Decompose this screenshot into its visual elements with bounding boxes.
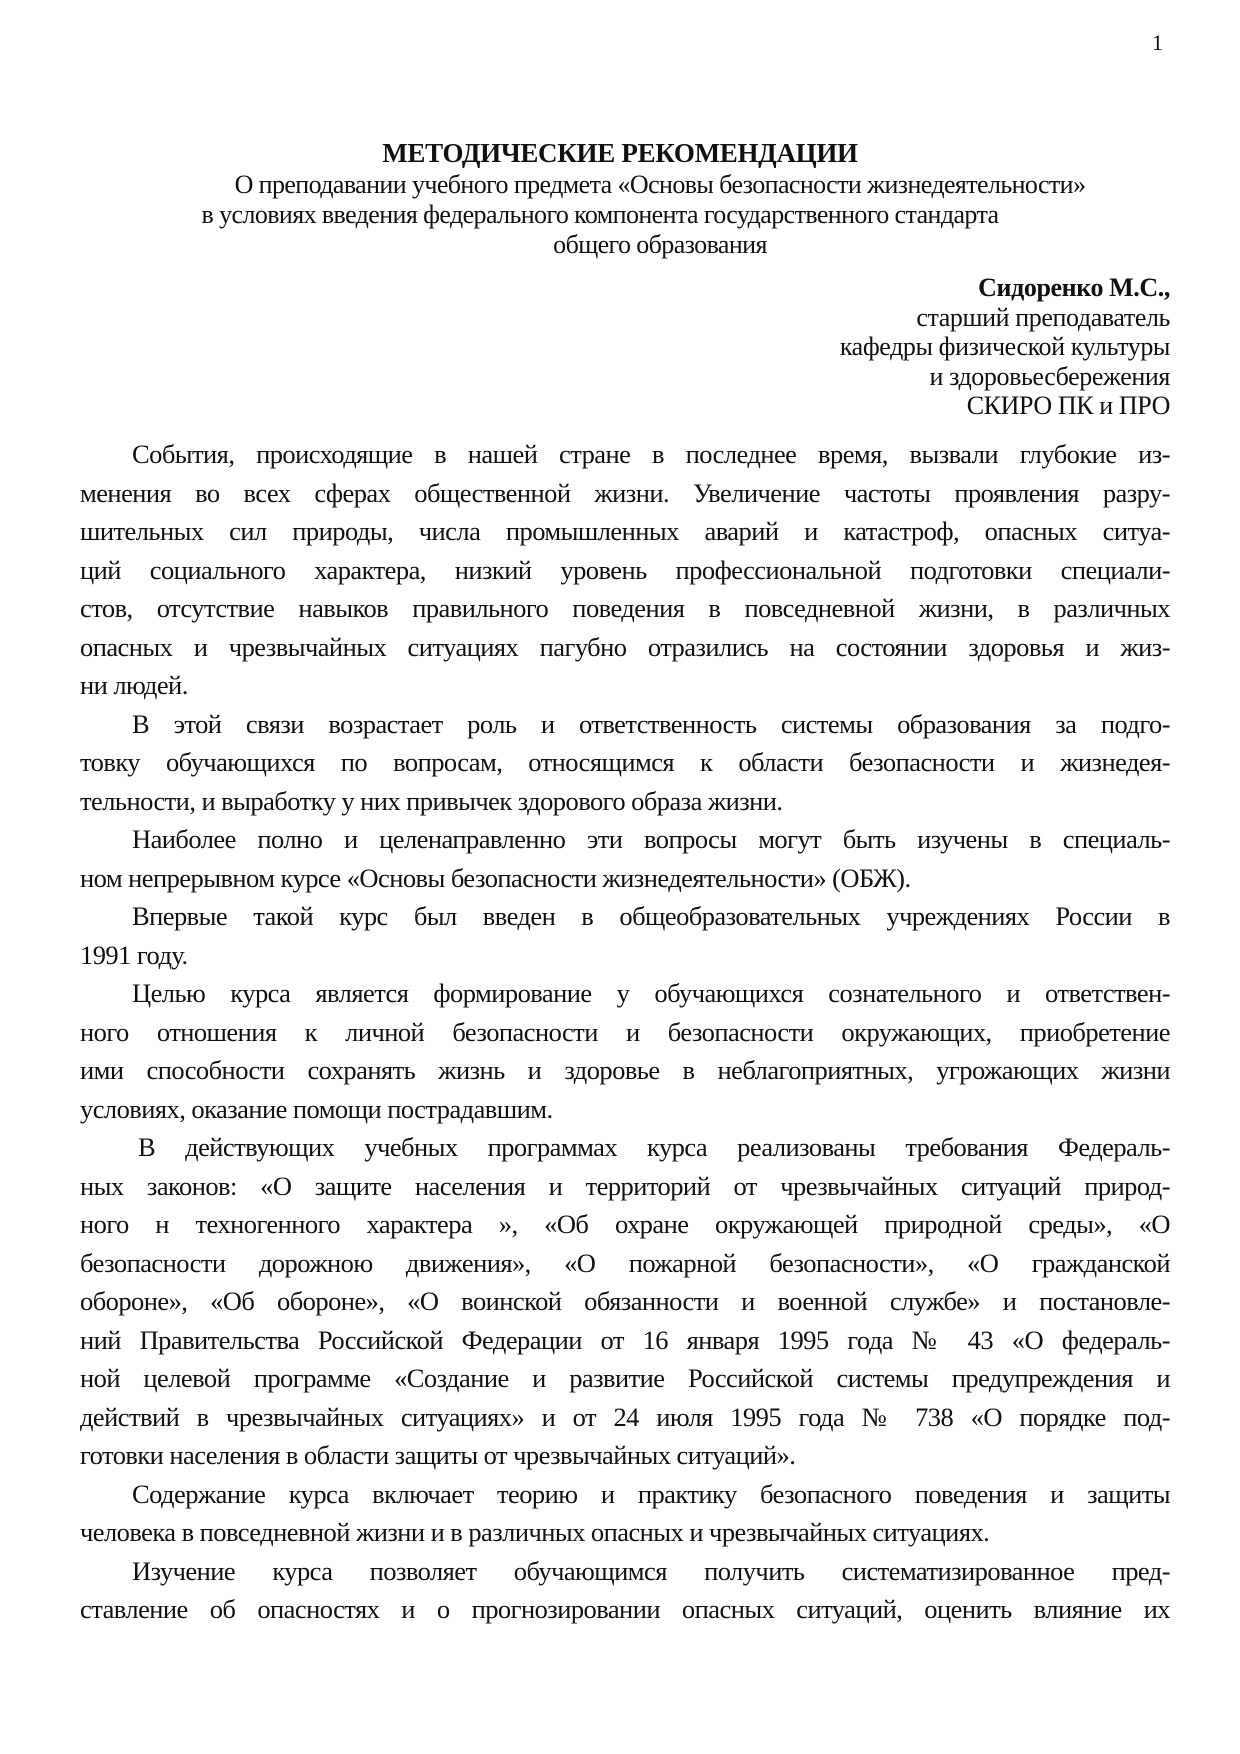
text-line: В этой связи возрастает роль и ответственность системы образования за подго- — [132, 708, 1170, 739]
text-line: Изучение курса позволяет обучающимся получить систематизированное пред- — [132, 1555, 1170, 1586]
paragraph — [80, 705, 1170, 821]
paragraph — [80, 1475, 1170, 1552]
text-line: Содержание курса включает теорию и практику безопасного поведения и защиты — [132, 1478, 1170, 1509]
text-line: ного отношения к личной безопасности и безопасности окружающих, приобретение — [80, 1016, 1170, 1047]
subtitle-line: в условиях введения федерального компонента государственного стандарта — [201, 200, 999, 229]
text-line: товку обучающихся по вопросам, относящимся к области безопасности и жизнедея- — [80, 747, 1170, 777]
text-line: стов, отсутствие навыков правильного поведения в повседневной жизни, в различных — [80, 593, 1170, 623]
text-line: ний Правительства Российской Федерации от 16 января 1995 года № 43 «О федераль- — [80, 1324, 1170, 1355]
text-line: Целью курса является формирование у обучающихся сознательного и ответствен- — [132, 978, 1170, 1008]
text-line: ной целевой программе «Создание и развитие Российской системы предупреждения и — [80, 1363, 1170, 1393]
text-line: События, происходящие в нашей стране в последнее время, вызвали глубокие из- — [132, 439, 1170, 469]
author-affiliation-line: старший преподаватель — [916, 302, 1170, 332]
text-line: шительных сил природы, числа промышленных аварий и катастроф, опасных ситуа- — [80, 516, 1170, 546]
paragraph — [80, 435, 1170, 705]
page-number: 1 — [1152, 30, 1163, 55]
text-line: действий в чрезвычайных ситуациях» и от 24 июля 1995 года № 738 «О порядке под- — [80, 1401, 1170, 1432]
paragraph — [80, 1128, 1170, 1475]
subtitle-line: общего образования — [553, 230, 767, 259]
text-line: опасных и чрезвычайных ситуациях пагубно отразились на состоянии здоровья и жиз- — [80, 631, 1170, 662]
author-affiliation-line: и здоровьесбережения — [929, 361, 1170, 391]
text-line: ими способности сохранять жизнь и здоровье в неблагоприятных, угрожающих жизни — [80, 1055, 1170, 1085]
author-name: Сидоренко М.С., — [978, 273, 1170, 302]
text-line: человека в повседневной жизни и в различных опасных и чрезвычайных ситуациях. — [80, 1517, 990, 1547]
paragraph — [80, 820, 1170, 897]
text-line: ций социального характера, низкий уровень профессиональной подготовки специали- — [80, 554, 1170, 585]
text-line: менения во всех сферах общественной жизни. Увеличение частоты проявления разру- — [80, 477, 1170, 508]
document-body — [80, 435, 1170, 1629]
text-line: ном непрерывном курсе «Основы безопасности жизнедеятельности» (ОБЖ). — [80, 862, 911, 893]
text-line: ных законов: «О защите населения и территорий от чрезвычайных ситуаций природ- — [80, 1170, 1170, 1201]
text-line: условиях, оказание помощи пострадавшим. — [80, 1093, 553, 1124]
author-block — [840, 273, 1170, 421]
author-affiliation-line: кафедры физической культуры — [839, 332, 1170, 361]
author-affiliation-line: СКИРО ПК и ПРО — [966, 391, 1170, 420]
text-line: ного н техногенного характера », «Об охране окружающей природной среды», «О — [80, 1209, 1170, 1239]
text-line: готовки населения в области защиты от чрезвычайных ситуаций». — [80, 1440, 796, 1470]
text-line: В действующих учебных программах курса реализованы требования Федераль- — [138, 1132, 1170, 1162]
text-line: ставление об опасностях и о прогнозировании опасных ситуаций, оценить влияние их — [80, 1594, 1170, 1624]
text-line: обороне», «Об обороне», «О воинской обязанности и военной службе» и постановле- — [80, 1286, 1170, 1316]
text-line: ни людей. — [80, 670, 188, 700]
document-title: МЕТОДИЧЕСКИЕ РЕКОМЕНДАЦИИ — [382, 138, 858, 168]
text-line: тельности, и выработку у них привычек здорового образа жизни. — [80, 785, 783, 816]
paragraph — [80, 897, 1170, 974]
text-line: безопасности дорожною движения», «О пожарной безопасности», «О гражданской — [80, 1247, 1170, 1278]
paragraph — [80, 974, 1170, 1128]
text-line: Впервые такой курс был введен в общеобразовательных учреждениях России в — [132, 901, 1170, 931]
text-line: Наиболее полно и целенаправленно эти вопросы могут быть изучены в специаль- — [132, 824, 1170, 854]
document-subtitle — [140, 170, 1180, 260]
subtitle-line: О преподавании учебного предмета «Основы безопасности жизнедеятельности» — [234, 170, 1086, 199]
text-line: 1991 году. — [80, 939, 188, 970]
paragraph — [80, 1552, 1170, 1629]
